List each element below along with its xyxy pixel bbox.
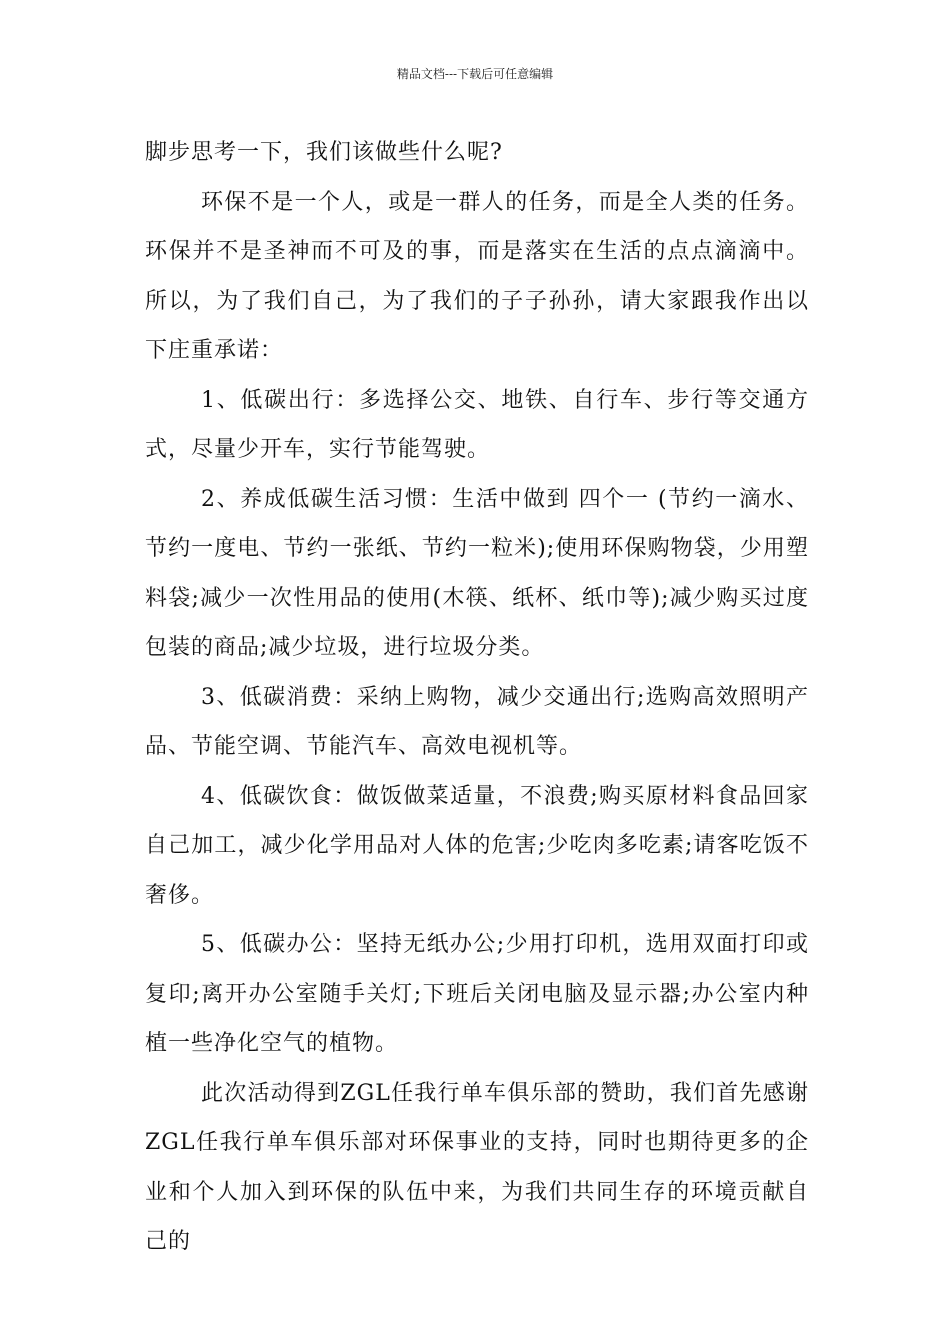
- paragraph-item-3: 3、低碳消费：采纳上购物，减少交通出行;选购高效照明产品、节能空调、节能汽车、高效电视机等。: [145, 684, 809, 759]
- page-header: 精品文档---下载后可任意编辑: [396, 67, 554, 81]
- paragraph-closing: 此次活动得到ZGL任我行单车俱乐部的赞助，我们首先感谢ZGL任我行单车俱乐部对环保事业的支持，同时也期待更多的企业和个人加入到环保的队伍中来，为我们共同生存的环境贡献自己的: [145, 1080, 809, 1254]
- document-body: [145, 128, 809, 1267]
- paragraph-item-4: 4、低碳饮食：做饭做菜适量，不浪费;购买原材料食品回家自己加工，减少化学用品对人体的危害;少吃肉多吃素;请客吃饭不奢侈。: [145, 783, 809, 908]
- paragraph-item-1: 1、低碳出行：多选择公交、地铁、自行车、步行等交通方式，尽量少开车，实行节能驾驶。: [145, 387, 809, 462]
- paragraph-item-5: 5、低碳办公：坚持无纸办公;少用打印机，选用双面打印或复印;离开办公室随手关灯;下班后关闭电脑及显示器;办公室内种植一些净化空气的植物。: [145, 932, 809, 1056]
- paragraph-intro: 环保不是一个人，或是一群人的任务，而是全人类的任务。环保并不是圣神而不可及的事，而是落实在生活的点点滴滴中。 所以，为了我们自己，为了我们的子子孙孙，请大家跟我作出以下庄重承诺：: [145, 189, 809, 363]
- paragraph-item-2: 2、养成低碳生活习惯：生活中做到 四个一 (节约一滴水、节约一度电、节约一张纸、节约一粒米);使用环保购物袋，少用塑料袋;减少一次性用品的使用(木筷、纸杯、纸巾等);减少购买过度包装的商品;减少垃圾，进行垃圾分类。: [145, 486, 809, 660]
- paragraph-continuation: 脚步思考一下，我们该做些什么呢?: [145, 140, 503, 165]
